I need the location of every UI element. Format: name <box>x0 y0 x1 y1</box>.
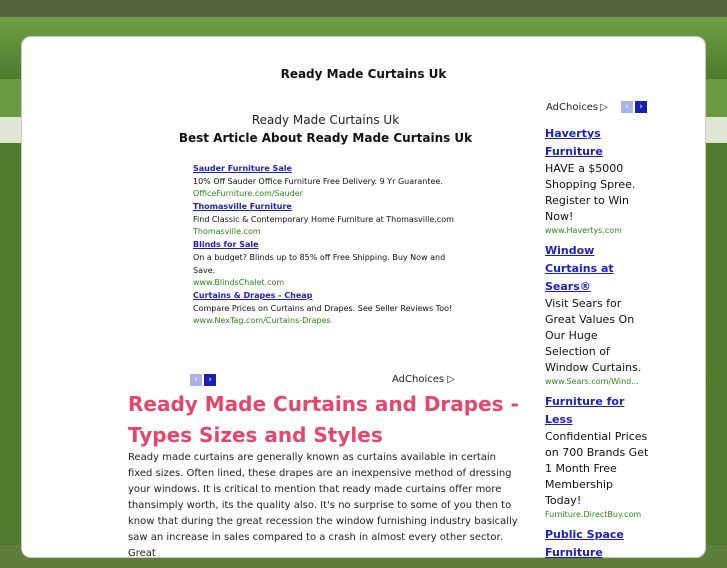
ad-item <box>545 125 649 236</box>
top-bar <box>0 0 727 17</box>
adchoices-label[interactable]: AdChoices <box>392 374 445 385</box>
article-heading: Best Article About Ready Made Curtains Uk <box>178 131 473 145</box>
ad-item <box>193 163 461 200</box>
ad-description: Find Classic & Contemporary Home Furniture at Thomasville.com <box>193 215 454 224</box>
article-title: Ready Made Curtains and Drapes - Types Sizes and Styles <box>128 392 519 447</box>
left-ad-block <box>193 163 461 328</box>
ad-item <box>193 239 461 289</box>
ad-title-link[interactable]: Furniture for Less <box>545 395 625 426</box>
chevron-left-icon[interactable]: ‹ <box>190 374 202 386</box>
ad-item <box>545 393 649 520</box>
ad-title-link[interactable]: Public Space Furniture <box>545 528 624 559</box>
ad-url[interactable]: www.Havertys.com <box>545 226 622 235</box>
ad-item <box>545 242 649 387</box>
ad-title-link[interactable]: Thomasville Furniture <box>193 202 292 211</box>
ad-title-link[interactable]: Sauder Furniture Sale <box>193 164 292 173</box>
adchoices-triangle-icon: ▷ <box>444 374 455 385</box>
ad-description: Compare Prices on Curtains and Drapes. See Seller Reviews Too! <box>193 304 453 313</box>
chevron-left-icon[interactable]: ‹ <box>621 101 633 113</box>
ad-description: Confidential Prices on 700 Brands Get 1 Month Free Membership Today! <box>545 430 649 507</box>
ad-url[interactable]: www.NexTag.com/Curtains-Drapes <box>193 316 331 325</box>
ad-title-link[interactable]: Curtains & Drapes - Cheap <box>193 291 313 300</box>
chevron-right-icon[interactable]: › <box>635 101 647 113</box>
ad-url[interactable]: Furniture.DirectBuy.com <box>545 510 642 519</box>
adchoices-link[interactable] <box>546 102 608 113</box>
adchoices-label[interactable]: AdChoices <box>546 102 599 113</box>
ad-item <box>193 201 461 238</box>
ad-description: 10% Off Sauder Office Furniture Free Delivery. 9 Yr Guarantee. <box>193 177 443 186</box>
ad-item <box>545 526 649 562</box>
ad-url[interactable]: www.BlindsChalet.com <box>193 278 285 287</box>
ad-nav-right <box>621 101 647 120</box>
ad-description: HAVE a $5000 Shopping Spree. Register to Win Now! <box>545 162 636 223</box>
article-subtitle: Ready Made Curtains Uk <box>251 113 400 127</box>
ad-title-link[interactable]: Blinds for Sale <box>193 240 259 249</box>
ad-description: On a budget? Blinds up to 85% off Free Shipping. Buy Now and Save. <box>193 253 446 275</box>
adchoices-link[interactable] <box>392 374 455 385</box>
site-title: Ready Made Curtains Uk <box>280 67 447 81</box>
ad-url[interactable]: Thomasville.com <box>193 227 261 236</box>
adchoices-triangle-icon: ▷ <box>600 102 608 113</box>
article-body: Ready made curtains are generally known as curtains available in certain fixed sizes. Often lined, these drapes are an inexpensive method of dressing your windows. It is critical to mention that ready made curtains offer more thansimply worth, its the quality also. It's no surprise to some of you then to know that during the great recession the window furnishing industry basically saw an increase in sales compared to a crash in almost every other sector. Great <box>128 452 518 559</box>
ad-url[interactable]: OfficeFurniture.com/Sauder <box>193 189 303 198</box>
ad-title-link[interactable]: Window Curtains at Sears® <box>545 244 614 293</box>
chevron-right-icon[interactable]: › <box>204 374 216 386</box>
ad-url[interactable]: www.Sears.com/Wind... <box>545 377 639 386</box>
ad-description: Visit Sears for Great Values On Our Huge Selection of Window Curtains. <box>545 297 642 374</box>
right-ad-block <box>545 125 649 568</box>
ad-item <box>193 290 461 327</box>
content-card <box>21 36 706 558</box>
ad-title-link[interactable]: Havertys Furniture <box>545 127 603 158</box>
